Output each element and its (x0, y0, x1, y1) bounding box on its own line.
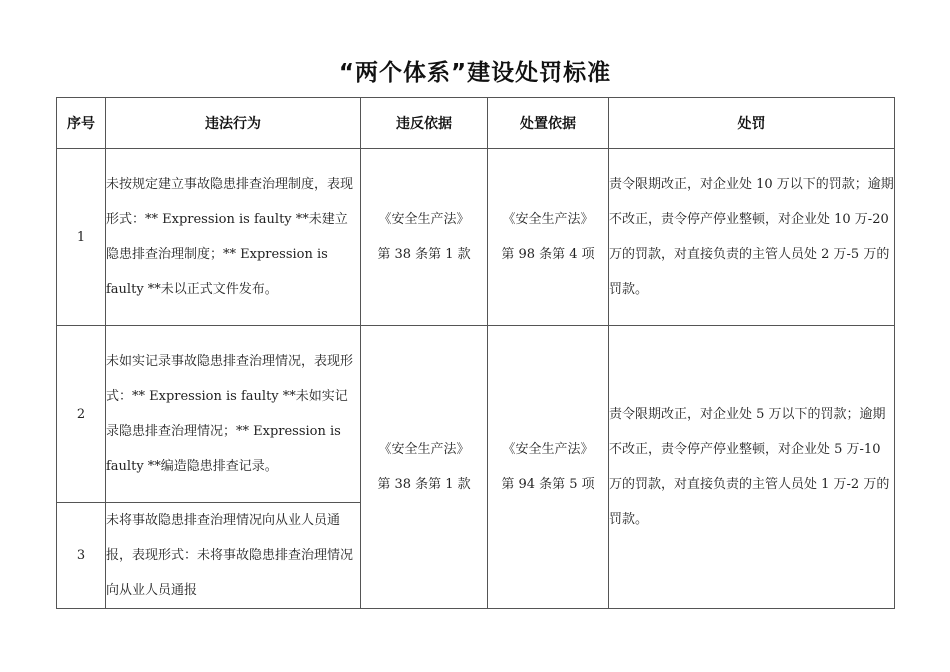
header-serial-number: 序号 (57, 98, 106, 149)
table-row (57, 326, 895, 503)
penalty-standards-table (56, 97, 895, 609)
handling-law-article: 第 98 条第 4 项 (501, 247, 595, 262)
row-number: 2 (57, 326, 106, 503)
handling-law-article: 第 94 条第 5 项 (501, 477, 595, 492)
header-violation-basis: 违反依据 (361, 98, 488, 149)
violation-basis-cell (361, 149, 488, 326)
row-number: 1 (57, 149, 106, 326)
violation-act-text: 未将事故隐患排查治理情况向从业人员通报，表现形式：未将事故隐患排查治理情况向从业人员通报 (106, 503, 361, 609)
violation-act-text: 未如实记录事故隐患排查治理情况，表现形式：** Expression is faulty **未如实记录隐患排查治理情况；** Expression is faulty **编造隐患排查记录。 (106, 326, 361, 503)
violation-law-name: 《安全生产法》 (378, 442, 470, 457)
penalty-text: 责令限期改正，对企业处 5 万以下的罚款；逾期不改正，责令停产停业整顿，对企业处 5 万-10 万的罚款，对直接负责的主管人员处 1 万-2 万的罚款。 (609, 326, 895, 609)
violation-law-article: 第 38 条第 1 款 (377, 477, 471, 492)
penalty-text: 责令限期改正，对企业处 10 万以下的罚款；逾期不改正，责令停产停业整顿，对企业处 10 万-20 万的罚款，对直接负责的主管人员处 2 万-5 万的罚款。 (609, 149, 895, 326)
violation-law-name: 《安全生产法》 (378, 212, 470, 227)
handling-law-name: 《安全生产法》 (502, 442, 594, 457)
handling-basis-cell (488, 326, 609, 609)
document-title: “两个体系”建设处罚标准 (338, 60, 612, 86)
header-violation-act: 违法行为 (106, 98, 361, 149)
table-row (57, 149, 895, 326)
violation-law-article: 第 38 条第 1 款 (377, 247, 471, 262)
row-number: 3 (57, 503, 106, 609)
violation-basis-cell (361, 326, 488, 609)
handling-law-name: 《安全生产法》 (502, 212, 594, 227)
header-handling-basis: 处置依据 (488, 98, 609, 149)
table-header-row (57, 98, 895, 149)
handling-basis-cell (488, 149, 609, 326)
violation-act-text: 未按规定建立事故隐患排查治理制度，表现形式：** Expression is faulty **未建立隐患排查治理制度；** Expression is faulty **未以正式文件发布。 (106, 149, 361, 326)
header-penalty: 处罚 (609, 98, 895, 149)
